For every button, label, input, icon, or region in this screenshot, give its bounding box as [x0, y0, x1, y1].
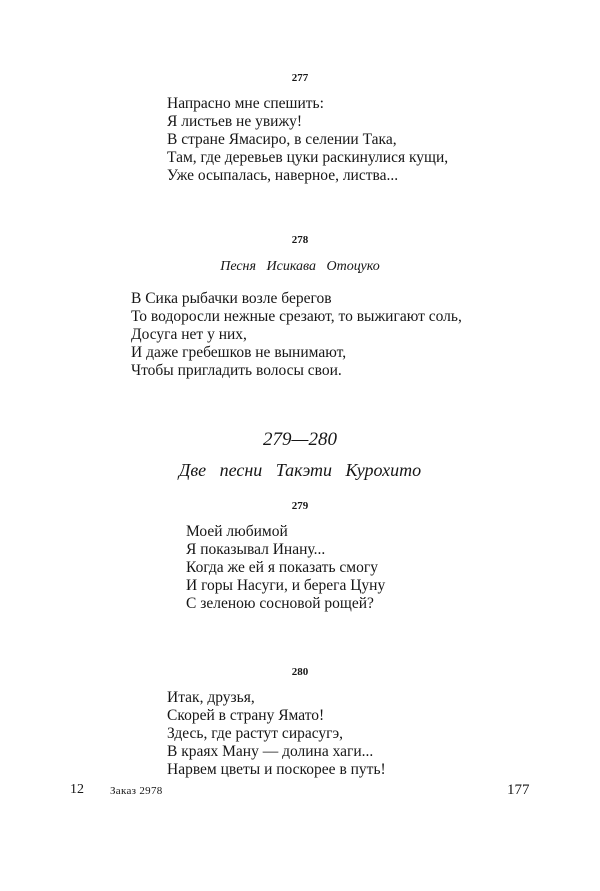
verse-line: Когда же ей я показать смогу — [186, 559, 378, 576]
poem-278-verse — [131, 290, 462, 380]
verse-line: Моей любимой — [186, 523, 288, 540]
poem-number-278: 278 — [291, 234, 309, 246]
poem-278-subtitle: Песня Исикава Отоцуко — [220, 259, 380, 274]
verse-line: И горы Насуги, и берега Цуну — [186, 577, 386, 594]
poem-279-verse — [186, 523, 385, 613]
poem-280-verse — [167, 689, 386, 779]
verse-line: Я показывал Инану... — [186, 541, 326, 558]
group-range: 279—280 — [263, 429, 337, 450]
poem-number-280: 280 — [291, 666, 309, 678]
verse-line: В краях Ману — долина хаги... — [167, 743, 374, 760]
verse-line: Я листьев не увижу! — [167, 113, 303, 130]
verse-line: С зеленою сосновой рощей? — [186, 595, 374, 612]
verse-line: В Сика рыбачки возле берегов — [131, 290, 332, 307]
verse-line: Напрасно мне спешить: — [167, 95, 324, 112]
verse-line: Там, где деревьев цуки раскинулися кущи, — [167, 149, 449, 166]
page-number: 177 — [507, 782, 530, 798]
verse-line: Нарвем цветы и поскорее в путь! — [167, 761, 386, 778]
verse-line: И даже гребешков не вынимают, — [131, 344, 347, 361]
verse-line: Итак, друзья, — [167, 689, 255, 706]
verse-line: То водоросли нежные срезают, то выжигают соль, — [131, 308, 462, 325]
verse-line: Уже осыпалась, наверное, листва... — [167, 167, 399, 184]
poem-number-279: 279 — [291, 500, 309, 512]
group-title: Две песни Такэти Курохито — [178, 460, 422, 480]
order-note: Заказ 2978 — [110, 785, 163, 797]
poem-number-277: 277 — [291, 72, 309, 84]
signature-number: 12 — [70, 782, 84, 797]
poem-277-verse — [167, 95, 448, 185]
verse-line: Здесь, где растут сирасугэ, — [167, 725, 344, 742]
verse-line: Чтобы пригладить волосы свои. — [131, 362, 342, 379]
verse-line: В стране Ямасиро, в селении Така, — [167, 131, 397, 148]
verse-line: Досуга нет у них, — [131, 326, 247, 343]
verse-line: Скорей в страну Ямато! — [167, 707, 325, 724]
